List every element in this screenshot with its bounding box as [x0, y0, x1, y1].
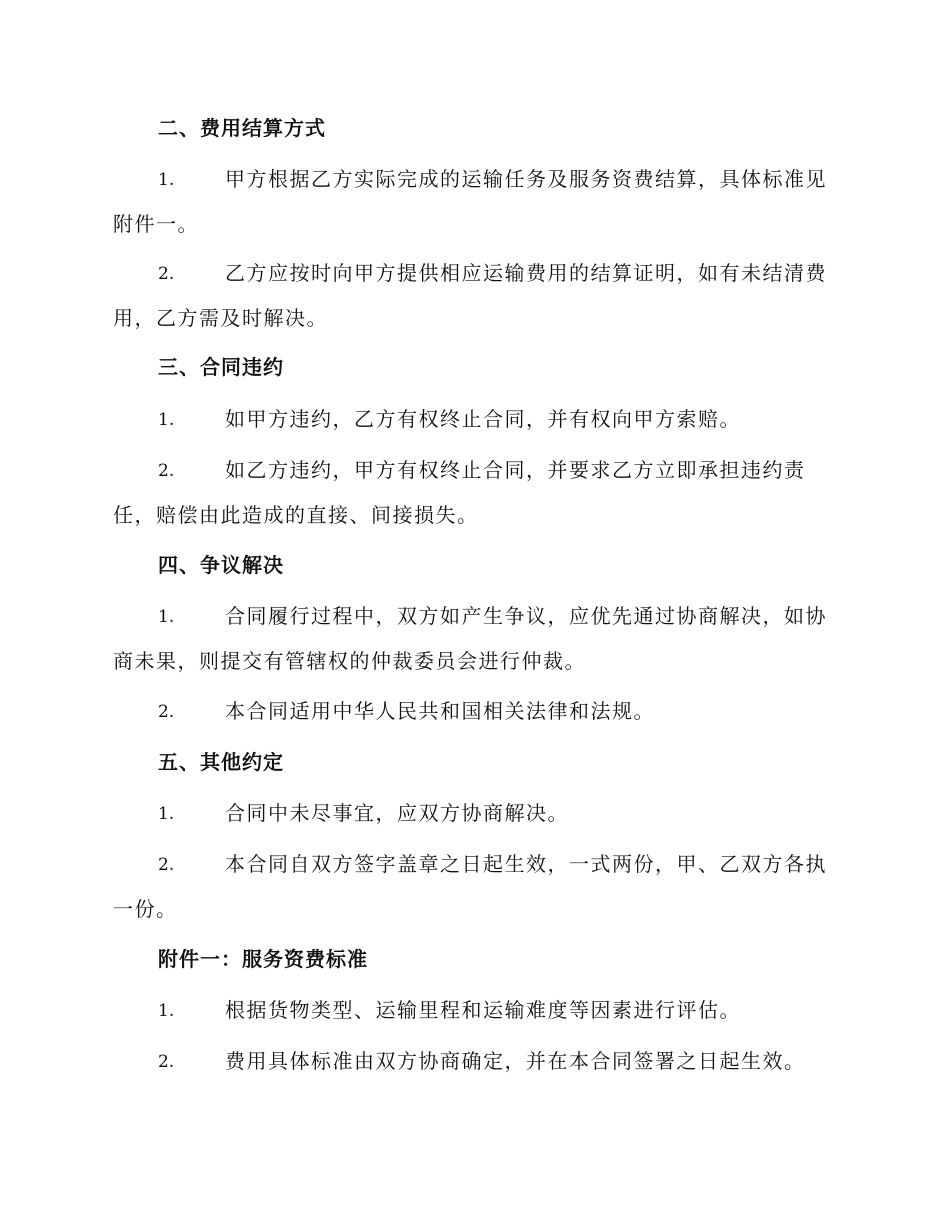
item-text-line: 甲方根据乙方实际完成的运输任务及服务资费结算，具体标准见 — [225, 167, 827, 191]
item-text-line: 任，赔偿由此造成的直接、间接损失。 — [113, 503, 479, 527]
item-text-line: 附件一。 — [113, 212, 199, 236]
item-text-line: 商未果，则提交有管辖权的仲裁委员会进行仲裁。 — [113, 649, 586, 673]
section-heading: 三、合同违约 — [158, 355, 284, 379]
list-item — [113, 157, 838, 247]
item-number: 1. — [158, 1001, 175, 1021]
item-number: 2. — [158, 1052, 175, 1072]
item-text-line: 如乙方违约，甲方有权终止合同，并要求乙方立即承担违约责 — [225, 458, 806, 482]
item-number: 1. — [158, 410, 175, 430]
item-text-line: 如甲方违约，乙方有权终止合同，并有权向甲方索赔。 — [225, 407, 741, 431]
item-text-line: 根据货物类型、运输里程和运输难度等因素进行评估。 — [225, 998, 741, 1022]
section-heading: 二、费用结算方式 — [158, 116, 326, 140]
item-number: 2. — [158, 855, 175, 875]
section-heading: 附件一：服务资费标准 — [158, 947, 368, 971]
item-text-line: 费用具体标准由双方协商确定，并在本合同签署之日起生效。 — [225, 1049, 806, 1073]
item-text-line: 一份。 — [113, 897, 178, 921]
item-text-line: 用，乙方需及时解决。 — [113, 306, 328, 330]
list-item — [113, 842, 838, 932]
list-item — [113, 594, 838, 684]
item-text-line: 乙方应按时向甲方提供相应运输费用的结算证明，如有未结清费 — [225, 261, 827, 285]
list-item — [113, 689, 838, 734]
item-text-line: 合同履行过程中，双方如产生争议，应优先通过协商解决，如协 — [225, 604, 827, 628]
section-heading: 五、其他约定 — [158, 750, 284, 774]
list-item — [113, 1039, 838, 1084]
item-text-line: 本合同适用中华人民共和国相关法律和法规。 — [225, 699, 655, 723]
item-text-line: 本合同自双方签字盖章之日起生效，一式两份，甲、乙双方各执 — [225, 852, 827, 876]
item-number: 1. — [158, 607, 175, 627]
list-item — [113, 791, 838, 836]
list-item — [113, 448, 838, 538]
list-item — [113, 397, 838, 442]
item-number: 2. — [158, 461, 175, 481]
section-heading: 四、争议解决 — [158, 553, 284, 577]
item-number: 2. — [158, 702, 175, 722]
item-number: 1. — [158, 170, 175, 190]
item-number: 1. — [158, 804, 175, 824]
list-item — [113, 988, 838, 1033]
list-item — [113, 251, 838, 341]
item-text-line: 合同中未尽事宜，应双方协商解决。 — [225, 801, 569, 825]
item-number: 2. — [158, 264, 175, 284]
